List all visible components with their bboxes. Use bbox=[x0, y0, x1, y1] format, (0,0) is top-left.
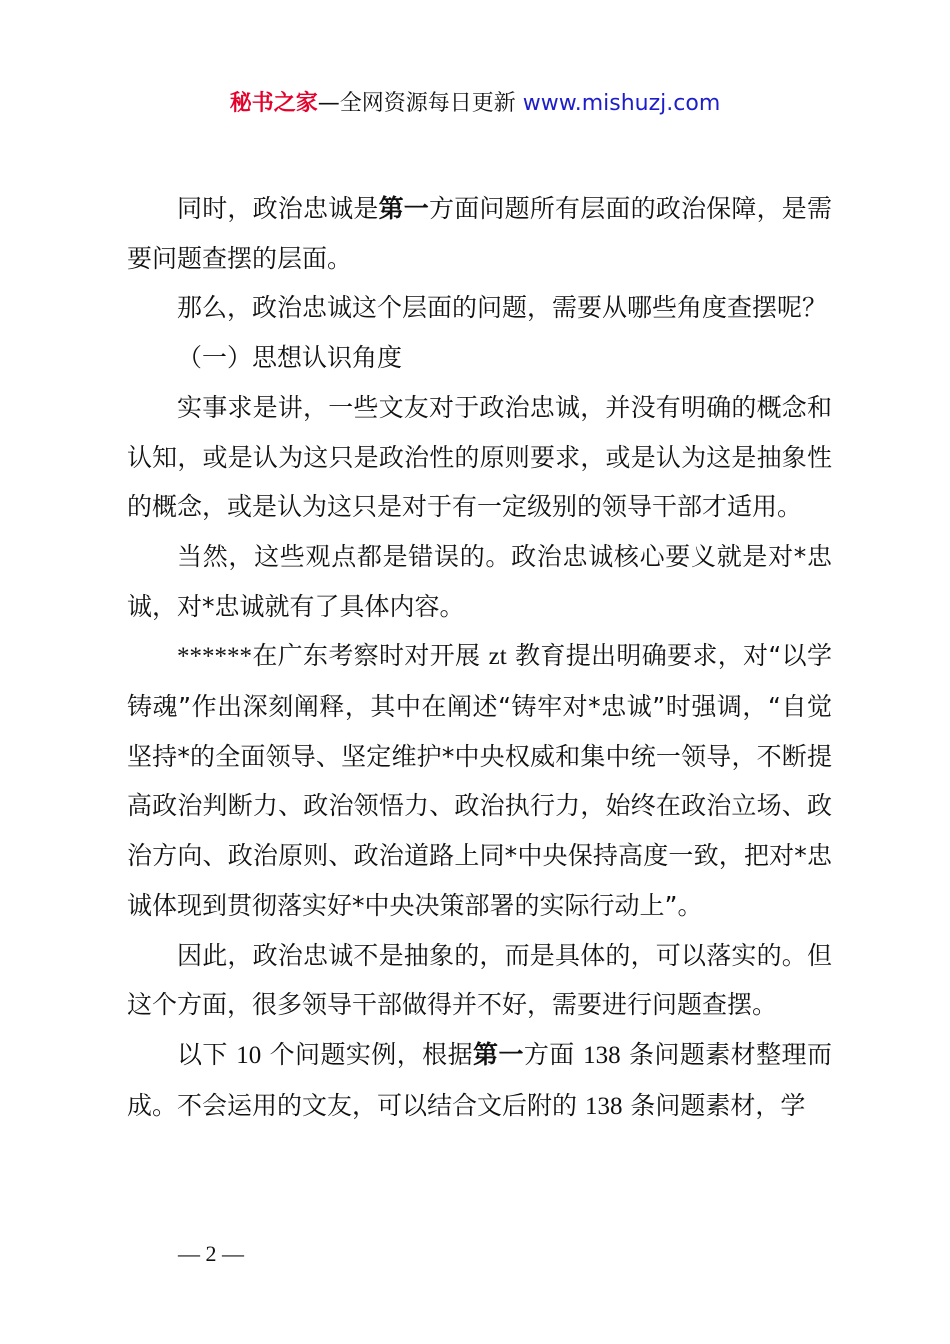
page-number: — 2 — bbox=[178, 1241, 244, 1266]
site-tagline: —全网资源每日更新 bbox=[317, 91, 523, 116]
bold-emphasis: 第一 bbox=[473, 1039, 524, 1069]
site-brand: 秘书之家 bbox=[229, 91, 318, 116]
section-heading: （一）思想认识角度 bbox=[177, 343, 403, 373]
bold-emphasis: 第一 bbox=[378, 194, 429, 223]
paragraph-6: ******在广东考察时对开展 zt 教育提出明确要求，对“以学铸魂”作出深刻阐释，其中在阐述“铸牢对*忠诚”时强调，“自觉坚持*的全面领导、坚定维护*中央权威和集中统一领导，不断提高政治判断力、政治领悟力、政治执行力，始终在政治立场、政治方向、政治原则、政治道路上同*中央保持高度一致，把对*忠诚体现到贯彻落实好*中央决策部署的实际行动上”。 bbox=[127, 641, 833, 920]
paragraph-2: 那么，政治忠诚这个层面的问题，需要从哪些角度查摆呢？ bbox=[177, 293, 828, 323]
site-url-link[interactable]: www.mishuzj.com bbox=[522, 91, 721, 116]
paragraph-1: 同时，政治忠诚是第一方面问题所有层面的政治保障，是需要问题查摆的层面。 bbox=[127, 194, 832, 273]
paragraph-7: 因此，政治忠诚不是抽象的，而是具体的，可以落实的。但这个方面，很多领导干部做得并不好，需要进行问题查摆。 bbox=[127, 940, 832, 1020]
site-header bbox=[0, 88, 950, 120]
document-body bbox=[127, 184, 832, 1131]
paragraph-4: 实事求是讲，一些文友对于政治忠诚，并没有明确的概念和认知，或是认为这只是政治性的原则要求，或是认为这是抽象性的概念，或是认为这只是对于有一定级别的领导干部才适用。 bbox=[127, 392, 832, 522]
paragraph-8: 以下 10 个问题实例，根据第一方面 138 条问题素材整理而成。不会运用的文友，可以结合文后附的 138 条问题素材，学 bbox=[127, 1039, 832, 1120]
paragraph-5: 当然，这些观点都是错误的。政治忠诚核心要义就是对*忠诚，对*忠诚就有了具体内容。 bbox=[127, 541, 832, 621]
